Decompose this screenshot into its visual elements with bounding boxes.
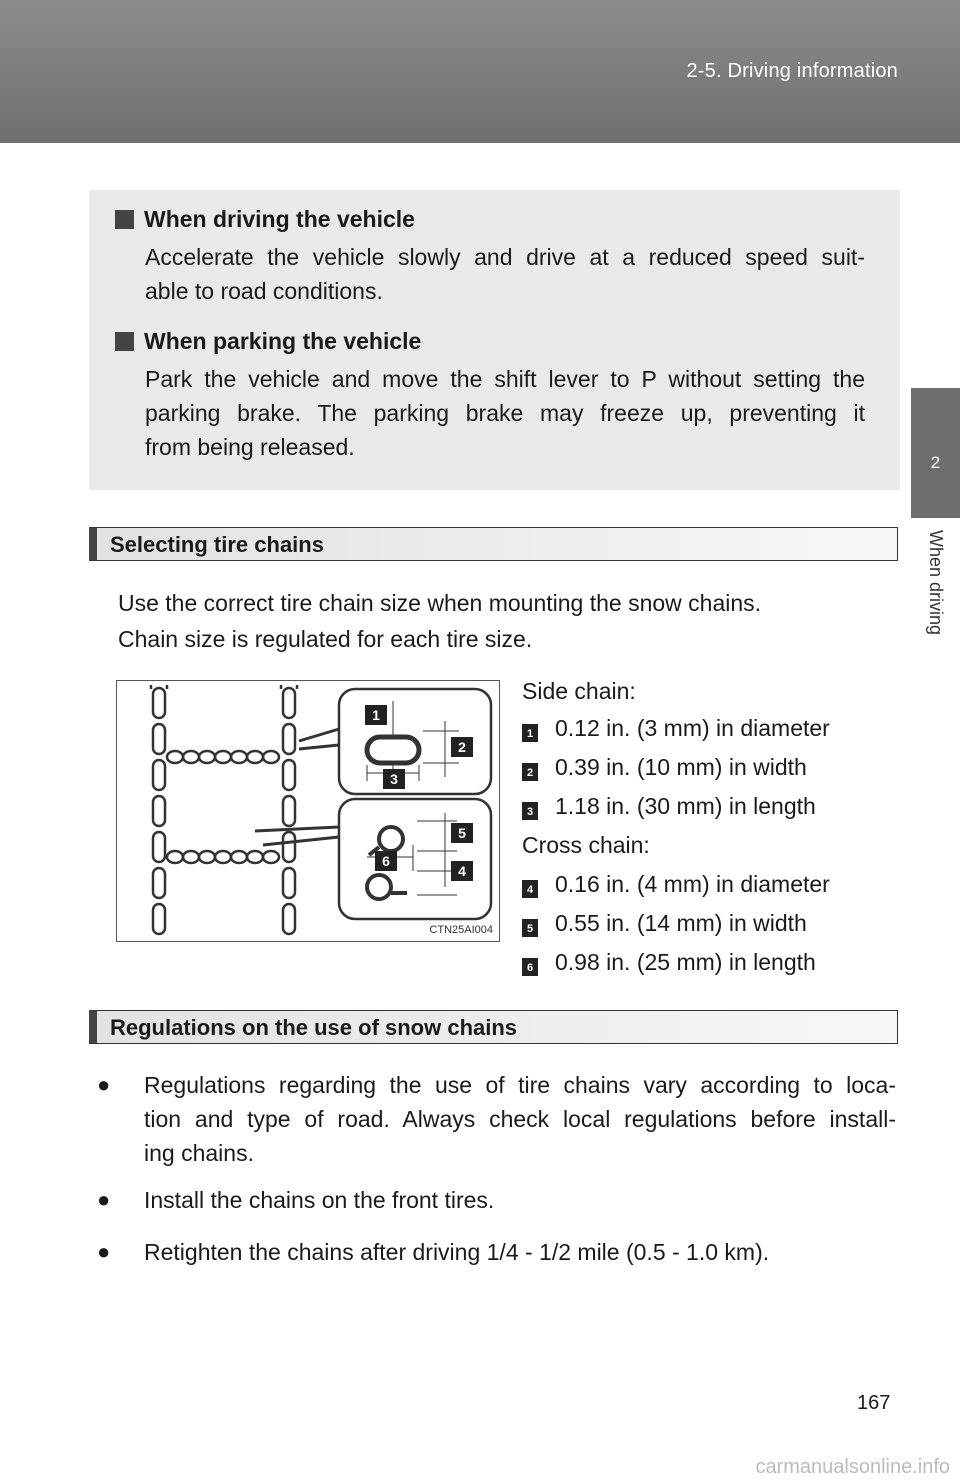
spec-row: 5 0.55 in. (14 mm) in width <box>522 910 807 937</box>
info-box <box>89 190 900 490</box>
callout-2 <box>451 737 473 757</box>
info-text-parking: Park the vehicle and move the shift lever to P without setting the parking brake. The parking brake may freeze up, preventing it from being released. <box>145 366 865 460</box>
spec-row: 3 1.18 in. (30 mm) in length <box>522 793 816 820</box>
side-chain-right <box>281 685 297 934</box>
callout-6 <box>375 851 397 871</box>
chapter-tab-number: 2 <box>911 388 960 518</box>
spec-row: 2 0.39 in. (10 mm) in width <box>522 754 807 781</box>
info-heading-driving: When driving the vehicle <box>115 206 415 233</box>
figure-code: CTN25AI004 <box>429 924 493 936</box>
svg-text:5: 5 <box>458 825 466 841</box>
cross-chain-upper <box>167 751 279 763</box>
cross-chain-label: Cross chain: <box>522 832 650 858</box>
spec-row: 6 0.98 in. (25 mm) in length <box>522 949 816 976</box>
callout-5 <box>451 823 473 843</box>
bullet-dot-icon: ● <box>97 1239 111 1264</box>
section-heading-tire-chains: Selecting tire chains <box>89 527 898 561</box>
page-header <box>0 0 960 143</box>
callout-1 <box>365 705 387 725</box>
side-chain-label: Side chain: <box>522 678 636 704</box>
section-heading-regulations: Regulations on the use of snow chains <box>89 1010 898 1044</box>
svg-text:6: 6 <box>382 853 390 869</box>
cross-chain-lower <box>167 851 279 863</box>
bullet-dot-icon: ● <box>97 1072 111 1097</box>
chapter-tab-label: When driving <box>926 530 946 636</box>
square-bullet-icon <box>115 332 134 351</box>
header-title: 2-5. Driving information <box>686 60 898 82</box>
watermark: carmanualsonline.info <box>755 1456 950 1478</box>
page-number: 167 <box>857 1392 891 1414</box>
bullet-dot-icon: ● <box>97 1187 111 1212</box>
info-text-driving: Accelerate the vehicle slowly and drive at a reduced speed suit- able to road conditions. <box>145 244 865 304</box>
info-heading-parking: When parking the vehicle <box>115 328 421 355</box>
svg-text:4: 4 <box>458 863 466 879</box>
callout-3 <box>383 769 405 789</box>
spec-row: 1 0.12 in. (3 mm) in diameter <box>522 715 830 742</box>
callout-4 <box>451 861 473 881</box>
side-chain-left <box>151 685 167 934</box>
svg-text:3: 3 <box>390 771 398 787</box>
tire-chain-diagram <box>116 680 500 942</box>
square-bullet-icon <box>115 210 134 229</box>
tire-chains-intro: Use the correct tire chain size when mounting the snow chains. Chain size is regulated for each tire size. <box>118 590 762 652</box>
spec-row: 4 0.16 in. (4 mm) in diameter <box>522 871 830 898</box>
svg-text:2: 2 <box>458 739 466 755</box>
svg-text:1: 1 <box>372 707 380 723</box>
